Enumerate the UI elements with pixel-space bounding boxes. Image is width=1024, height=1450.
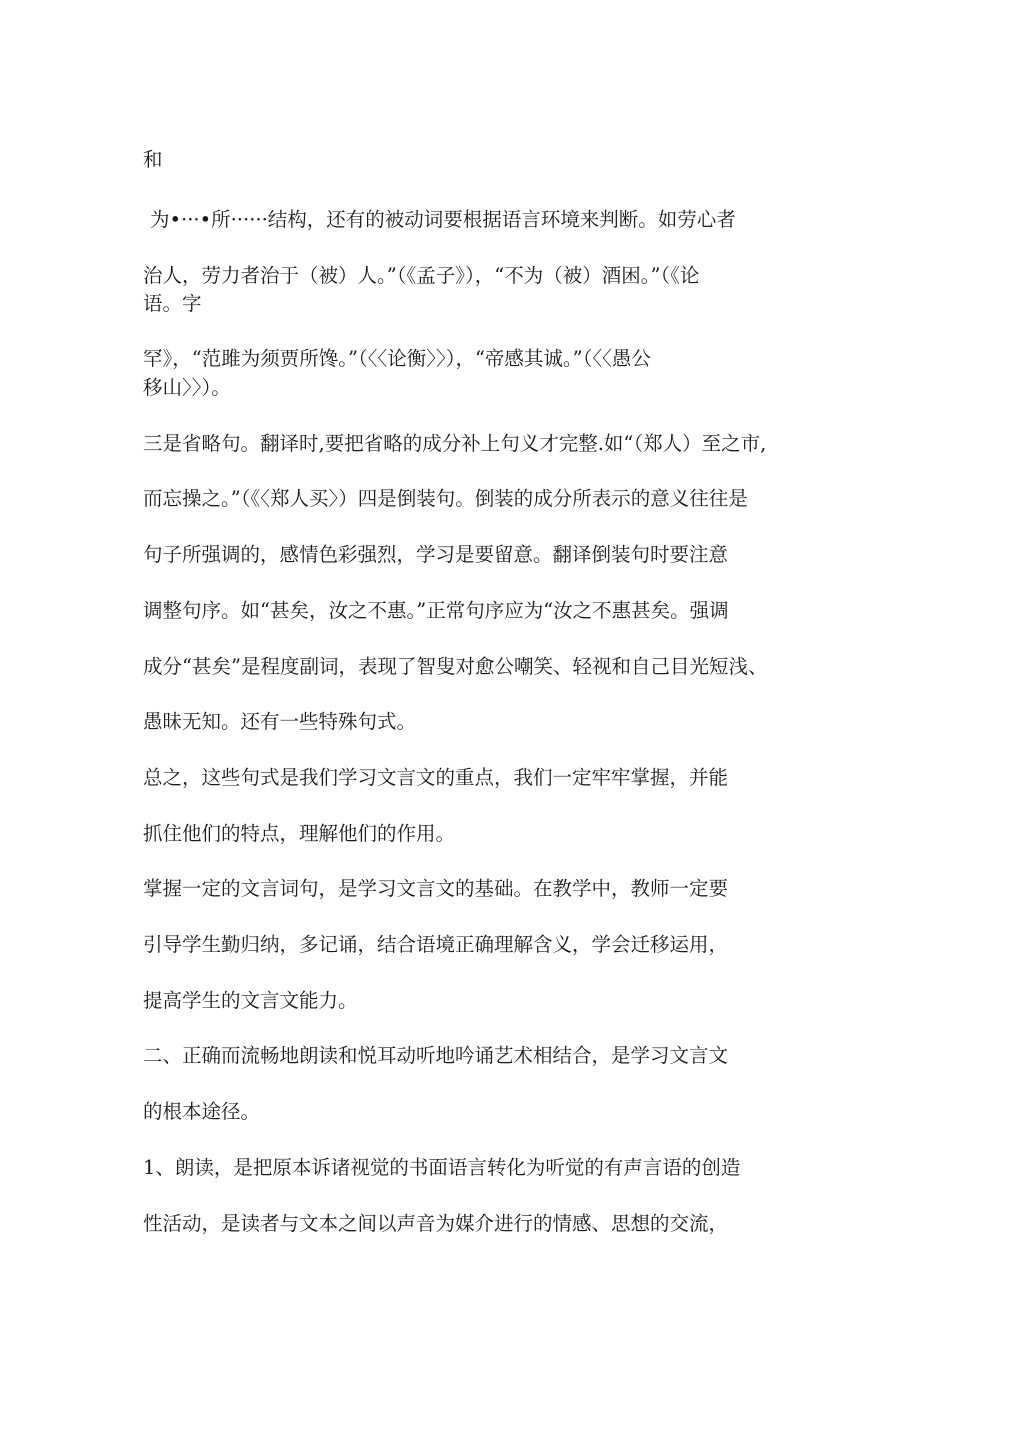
text-line: 性活动，是读者与文本之间以声音为媒介进行的情感、思想的交流， [143, 1212, 729, 1235]
text-line: 二、正确而流畅地朗读和悦耳动听地吟诵艺术相结合，是学习文言文 [143, 1044, 729, 1067]
text-line: 移山〉〉）。 [143, 376, 231, 399]
text-line: 三是省略句。翻译时,要把省略的成分补上句义才完整.如“（郑人）至之市, [143, 432, 767, 455]
text-line: 句子所强调的，感情色彩强烈，学习是要留意。翻译倒装句时要注意 [143, 543, 729, 566]
text-line: 提高学生的文言文能力。 [143, 989, 358, 1012]
text-line: 成分“甚矣”是程度副词，表现了智叟对愈公嘲笑、轻视和自己目光短浅、 [143, 655, 768, 678]
text-line: 的根本途径。 [143, 1100, 261, 1123]
text-line: 1、朗读，是把原本诉诸视觉的书面语言转化为听觉的有声言语的创造 [143, 1156, 741, 1179]
text-line: 而忘操之。”（《〈郑人买〉）四是倒装句。倒装的成分所表示的意义往往是 [143, 487, 748, 510]
text-line: 抓住他们的特点，理解他们的作用。 [143, 822, 456, 845]
text-line: 罕》，“范雎为须贾所馋。”（〈〈论衡〉〉），“帝感其诚。”（〈〈愚公 [143, 347, 651, 370]
text-line: 和 [143, 148, 163, 171]
text-line: 调整句序。如“甚矣，汝之不惠。”正常句序应为“汝之不惠甚矣。强调 [143, 599, 729, 622]
text-line: 引导学生勤归纳，多记诵，结合语境正确理解含义，学会迁移运用， [143, 933, 729, 956]
text-line: 总之，这些句式是我们学习文言文的重点，我们一定牢牢掌握，并能 [143, 766, 729, 789]
text-line: 语。字 [143, 292, 202, 315]
text-line: 治人，劳力者治于（被）人。”（《孟子》），“不为（被）酒困。”（《论 [143, 264, 700, 287]
text-line: 掌握一定的文言词句，是学习文言文的基础。在教学中，教师一定要 [143, 877, 729, 900]
text-line: 为•···•所······结构，还有的被动词要根据语言环境来判断。如劳心者 [150, 208, 736, 231]
text-line: 愚昧无知。还有一些特殊句式。 [143, 710, 417, 733]
